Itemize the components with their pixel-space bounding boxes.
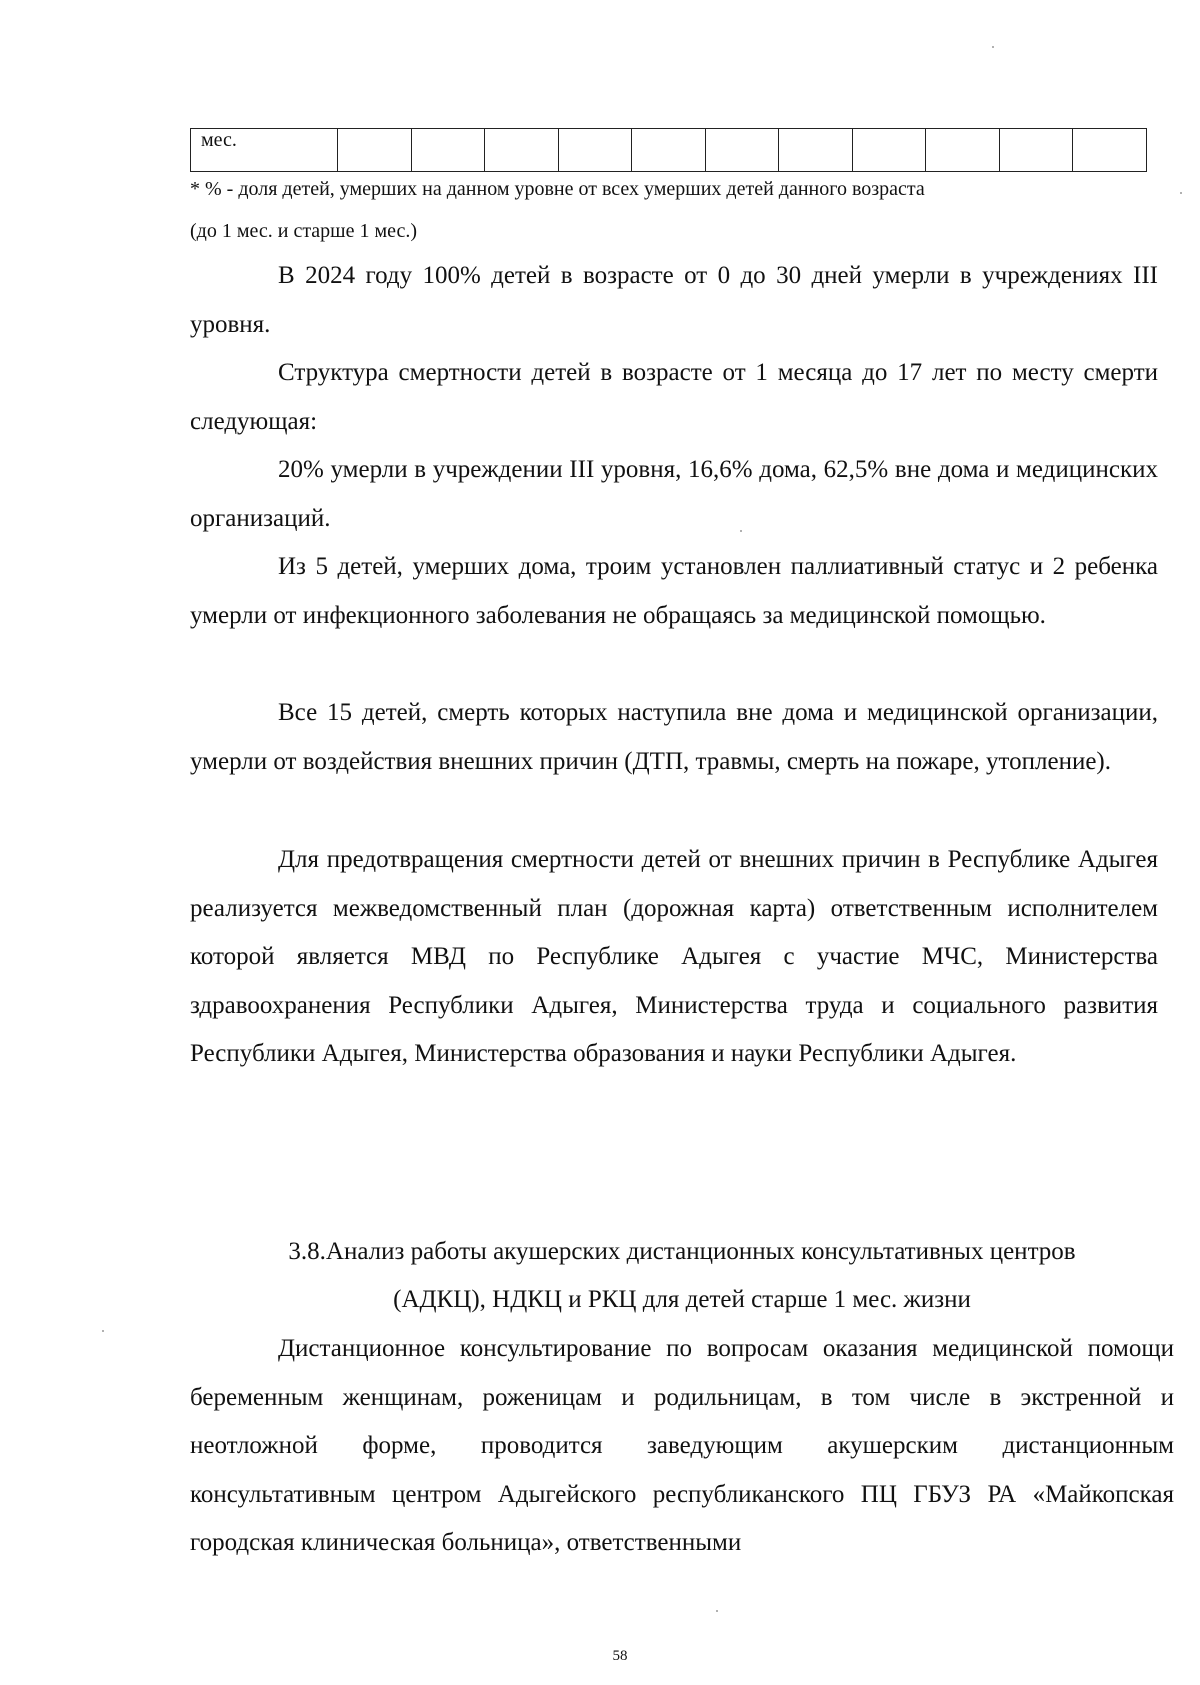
scan-speck [992, 46, 994, 48]
table-footnote-line1: * % - доля детей, умерших на данном уровне от всех умерших детей данного возраста [190, 178, 925, 200]
paragraph-4: Из 5 детей, умерших дома, троим установлен паллиативный статус и 2 ребенка умерли от инфекционного заболевания не обращаясь за медицинской помощью. [190, 553, 1158, 629]
table-cell [1073, 129, 1147, 172]
table-cell [779, 129, 853, 172]
scan-speck [102, 1330, 104, 1332]
section-heading-line2: (АДКЦ), НДКЦ и РКЦ для детей старше 1 мес. жизни [393, 1286, 971, 1313]
table-row [191, 129, 1147, 172]
data-table-fragment [190, 128, 1147, 172]
table-cell [632, 129, 706, 172]
section-paragraph-1: Дистанционное консультирование по вопросам оказания медицинской помощи беременным женщинам, роженицам и родильницам, в том числе в экстренной и неотложной форме, проводится заведующим акушерским дистанционным консультативным центром Адыгейского республиканского ПЦ ГБУЗ РА «Майкопская городская клиническая больница», ответственными [190, 1335, 1174, 1556]
paragraph-1: В 2024 году 100% детей в возрасте от 0 до 30 дней умерли в учреждениях III уровня. [190, 262, 1158, 338]
paragraph-2: Структура смертности детей в возрасте от 1 месяца до 17 лет по месту смерти следующая: [190, 359, 1158, 435]
scan-speck [1180, 192, 1182, 194]
paragraph-3: 20% умерли в учреждении III уровня, 16,6% дома, 62,5% вне дома и медицинских организаций. [190, 456, 1158, 532]
table-cell [705, 129, 779, 172]
table-cell [852, 129, 926, 172]
paragraph-6: Для предотвращения смертности детей от внешних причин в Республике Адыгея реализуется межведомственный план (дорожная карта) ответственным исполнителем которой является МВД по Республике Адыгея с участие МЧС, Министерства здравоохранения Республики Адыгея, Министерства труда и социального развития Республики Адыгея, Министерства образования и науки Республики Адыгея. [190, 846, 1158, 1067]
table-cell [338, 129, 412, 172]
table-cell [558, 129, 632, 172]
scan-speck [716, 1610, 718, 1612]
section-heading-line1: 3.8.Анализ работы акушерских дистанционных консультативных центров [288, 1238, 1076, 1265]
paragraph-5: Все 15 детей, смерть которых наступила вне дома и медицинской организации, умерли от воздействия внешних причин (ДТП, травмы, смерть на пожаре, утопление). [190, 699, 1158, 775]
table-cell [999, 129, 1073, 172]
scan-speck [740, 530, 742, 532]
table-cell-label: мес. [191, 129, 338, 172]
page-number: 58 [612, 1648, 628, 1664]
table-cell [411, 129, 485, 172]
table-cell [485, 129, 559, 172]
table-footnote-line2: (до 1 мес. и старше 1 мес.) [190, 220, 418, 242]
table-cell [926, 129, 1000, 172]
